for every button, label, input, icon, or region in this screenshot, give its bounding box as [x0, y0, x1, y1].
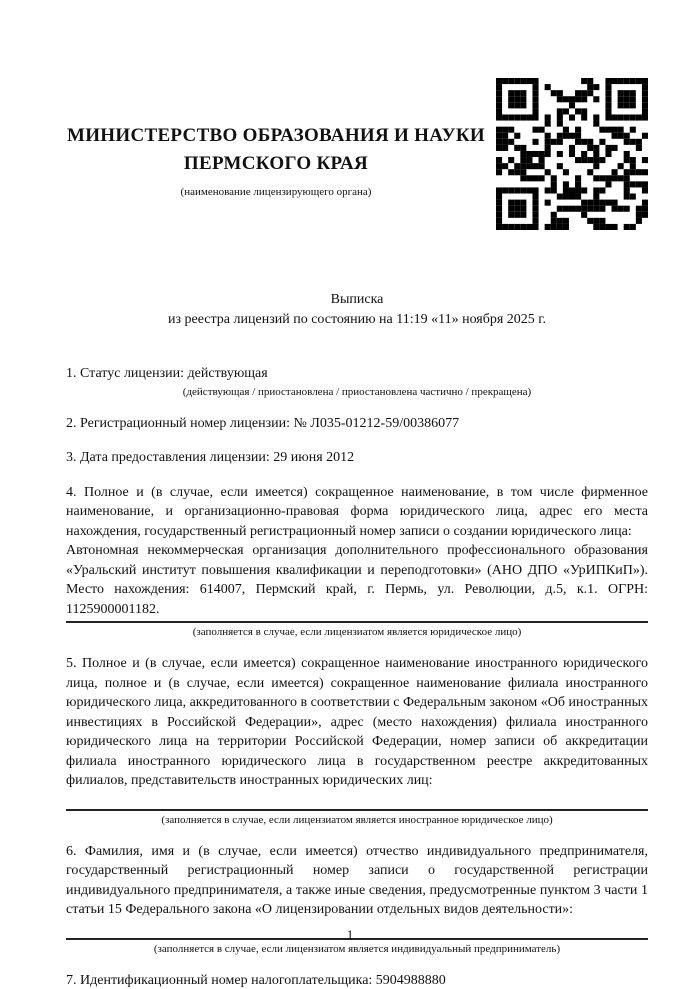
item-5-text: 5. Полное и (в случае, если имеется) сокращенное наименование иностранного юридического лица, полное и (в случае, если имеется) сокращенное наименование филиала иностранного юридического лица, аккредитованного в соответствии с Федеральным законом «Об иностранных инвестициях в Российской Федерации», адрес (место нахождения) филиала иностранного юридического лица на территории Российской Федерации, номер записи об аккредитации филиала иностранного юридического лица в государственном реестре аккредитованных филиалов, представительств иностранных юридических лиц: — [66, 656, 648, 788]
authority-name-line-1: МИНИСТЕРСТВО ОБРАЗОВАНИЯ И НАУКИ — [66, 125, 486, 146]
authority-name-caption: (наименование лицензирующего органа) — [180, 186, 372, 198]
item-4-caption: (заполняется в случае, если лицензиатом является юридическое лицо) — [192, 626, 522, 638]
item-3-text: 3. Дата предоставления лицензии: 29 июня 2012 — [66, 450, 355, 465]
item-2-registration-number — [66, 414, 648, 434]
document-header — [66, 0, 648, 230]
item-4-fill-line — [66, 621, 648, 623]
qr-code-icon — [496, 78, 648, 230]
document-title-line-1: Выписка — [330, 292, 384, 307]
item-3-license-date — [66, 448, 648, 468]
licensing-authority-block — [66, 78, 496, 199]
document-title-line-2: из реестра лицензий по состоянию на 11:19 «11» ноября 2025 г. — [168, 312, 546, 327]
item-7-taxpayer-id — [66, 971, 648, 989]
item-4-legal-entity — [66, 483, 648, 640]
item-4-value: Автономная некоммерческая организация дополнительного профессионального образования «Уральский институт повышения квалификации и переподготовки» (АНО ДПО «УрИПКиП»). Место нахождения: 614007, Пермский край, г. Пермь, ул. Революции, д.5, к.1. ОГРН: 1125900001182. — [66, 543, 648, 617]
document-title — [66, 290, 648, 330]
item-5-fill-line — [66, 809, 648, 811]
item-2-text: 2. Регистрационный номер лицензии: № Л035-01212-59/00386077 — [66, 415, 460, 431]
authority-name-line-2: ПЕРМСКОГО КРАЯ — [183, 153, 369, 174]
item-1-license-status — [66, 364, 648, 399]
page-number: 1 — [346, 927, 354, 942]
licensing-authority-name — [66, 122, 486, 178]
item-1-text: 1. Статус лицензии: действующая — [66, 366, 268, 381]
item-6-caption: (заполняется в случае, если лицензиатом является индивидуальный предприниматель) — [153, 942, 561, 955]
item-5-caption: (заполняется в случае, если лицензиатом является иностранное юридическое лицо) — [161, 813, 553, 826]
item-6-text: 6. Фамилия, имя и (в случае, если имеется) отчество индивидуального предпринимателя, государственный регистрационный номер записи о государственной регистрации индивидуального предпринимателя, а также иные сведения, предусмотренные пунктом 3 части 1 статьи 15 Федерального закона «О лицензировании отдельных видов деятельности»: — [66, 843, 648, 917]
item-4-text: 4. Полное и (в случае, если имеется) сокращенное наименование, в том числе фирменное наименование, и организационно-правовая форма юридического лица, адрес его места нахождения, государственный регистрационный номер записи о создании юридического лица: — [66, 484, 648, 539]
item-7-text: 7. Идентификационный номер налогоплательщика: 5904988880 — [66, 972, 446, 988]
item-1-caption: (действующая / приостановлена / приостановлена частично / прекращена) — [182, 385, 532, 398]
item-5-foreign-entity — [66, 654, 648, 827]
